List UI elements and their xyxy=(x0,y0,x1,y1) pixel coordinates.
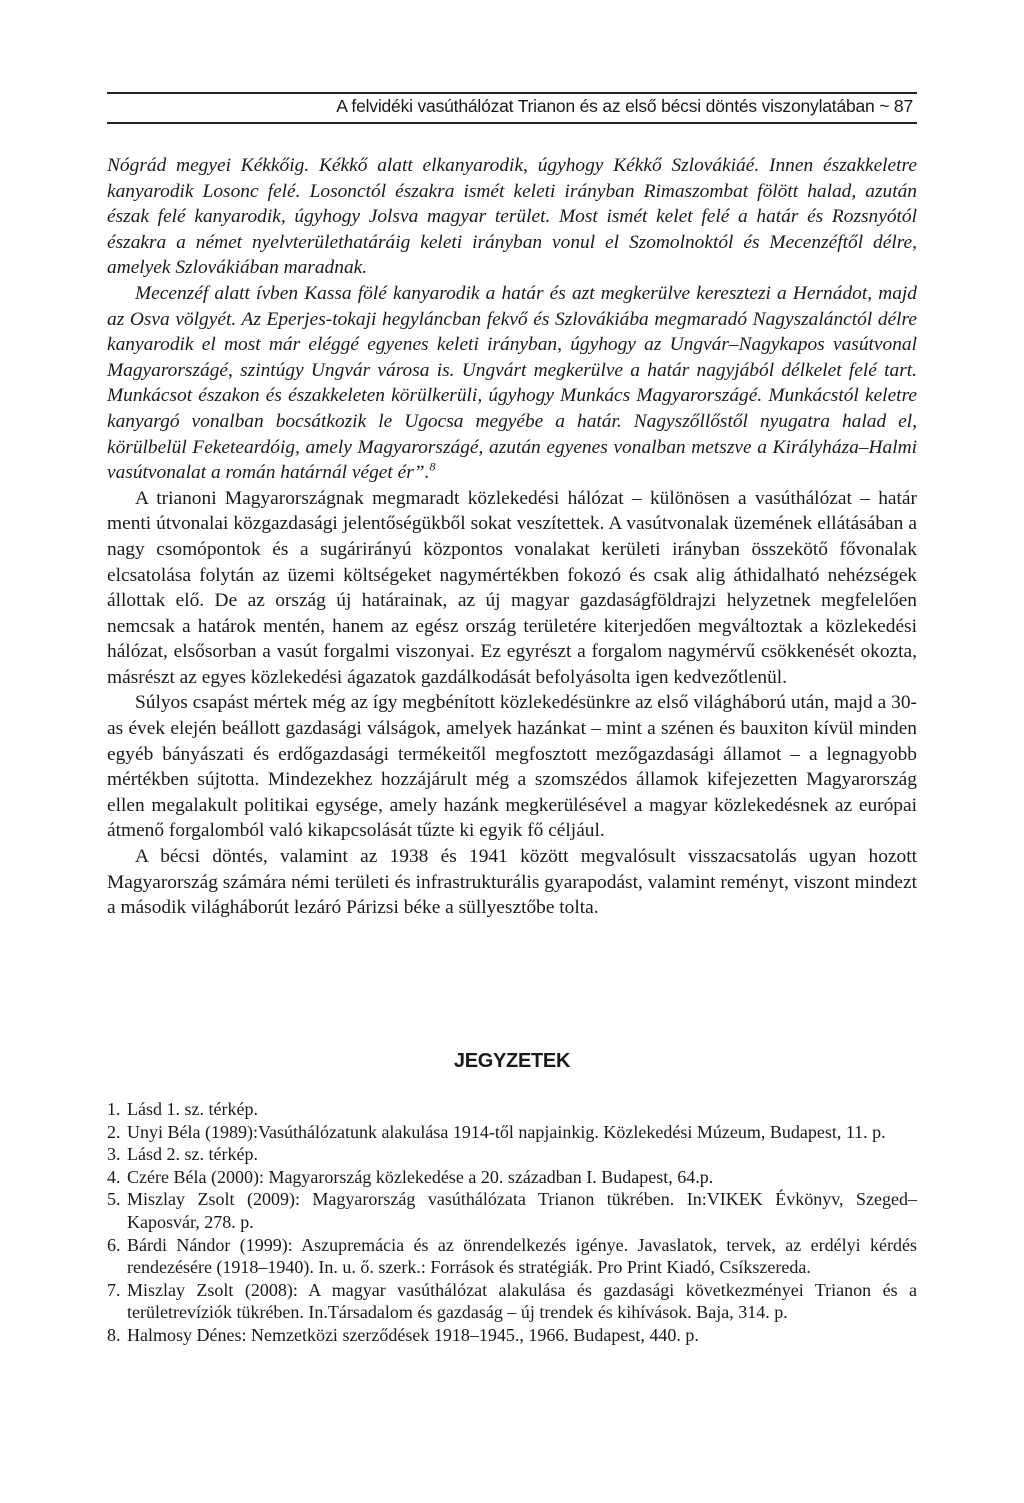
note-number: 5. xyxy=(107,1189,121,1210)
running-head-text: A felvidéki vasúthálózat Trianon és az első bécsi döntés viszonylatában ~ 87 xyxy=(336,96,913,116)
note-number: 2. xyxy=(107,1121,121,1142)
note-item xyxy=(107,1166,917,1189)
note-item xyxy=(107,1279,917,1324)
note-item xyxy=(107,1234,917,1279)
notes-heading: JEGYZETEK xyxy=(453,1050,571,1072)
running-head xyxy=(107,92,917,124)
note-item xyxy=(107,1098,917,1121)
footnote-ref: 8 xyxy=(429,459,436,474)
note-number: 8. xyxy=(107,1324,121,1345)
note-number: 4. xyxy=(107,1166,121,1187)
note-number: 1. xyxy=(107,1099,121,1119)
note-text: Czére Béla (2000): Magyarország közlekedése a 20. században I. Budapest, 64.p. xyxy=(127,1166,714,1187)
note-text: Halmosy Dénes: Nemzetközi szerződések 1918–1945., 1966. Budapest, 440. p. xyxy=(127,1324,699,1345)
note-item xyxy=(107,1143,917,1166)
note-text: Lásd 1. sz. térkép. xyxy=(127,1099,258,1119)
quote-paragraph xyxy=(107,281,917,486)
note-text: Miszlay Zsolt (2008): A magyar vasúthálózat alakulása és gazdasági következményei Trianon és a területrevíziók tükrében. In.Társadalom és gazdaság – új trendek és kihívások. Baja, 314. p. xyxy=(127,1279,917,1323)
note-item xyxy=(107,1121,917,1144)
note-number: 7. xyxy=(107,1279,121,1300)
body-paragraph: A bécsi döntés, valamint az 1938 és 1941 között megvalósult visszacsatolás ugyan hozott Magyarország számára némi területi és infrastrukturális gyarapodást, valamint reményt, viszont mindezt a második világháborút lezáró Párizsi béke a süllyesztőbe tolta. xyxy=(107,846,917,919)
quote-paragraph: Nógrád megyei Kékkőig. Kékkő alatt elkanyarodik, úgyhogy Kékkő Szlovákiáé. Innen északkeletre kanyarodik Losonc felé. Losonctól északra ismét keleti irányban Rimaszombat fölött halad, azután észak felé kanyarodik, úgyhogy Jolsva magyar terület. Most ismét kelet felé a határ és Rozsnyótól északra a német nyelvterülethatáráig keleti irányban vonul el Szomolnoktól és Mecenzéftől délre, amelyek Szlovákiában maradnak. xyxy=(107,155,917,279)
note-item xyxy=(107,1188,917,1233)
note-text: Lásd 2. sz. térkép. xyxy=(127,1144,258,1165)
note-item xyxy=(107,1324,917,1347)
note-number: 6. xyxy=(107,1234,121,1255)
note-text: Unyi Béla (1989):Vasúthálózatunk alakulása 1914-től napjainkig. Közlekedési Múzeum, Budapest, 11. p. xyxy=(127,1121,886,1142)
notes-list xyxy=(107,1098,917,1347)
body-paragraph: A trianoni Magyarországnak megmaradt közlekedési hálózat – különösen a vasúthálózat – határ menti útvonalai közgazdasági jelentőségükből sokat veszítettek. A vasútvonalak üzemének ellátásában a nagy csomópontok és a sugárirányú központos vonalakat kerületi irányban összekötő fővonalak elcsatolása folytán az üzemi költségeket nagymértékben fokozó és csak alig áthidalható nehézségek állottak elő. De az ország új határainak, az új magyar gazdaságföldrajzi helyzetnek megfelelően nemcsak a határok mentén, hanem az egész ország területére kiterjedően megváltoztak a közlekedési hálózat, elsősorban a vasút forgalmi viszonyai. Ez egyrészt a forgalom nagymérvű csökkenését okozta, másrészt az egyes közlekedési ágazatok gazdálkodását befolyásolta igen kedvezőtlenül. xyxy=(107,487,917,688)
quote-paragraph-text: Mecenzéf alatt ívben Kassa fölé kanyarodik a határ és azt megkerülve keresztezi a Hernádot, majd az Osva völgyét. Az Eperjes-tokaji hegyláncban fekvő és Szlovákiába megmaradó Nagyszalánctól délre kanyarodik el most már eléggé egyenes keleti irányban, úgyhogy az Ungvár–Nagykapos vasútvonal Magyarországé, szintúgy Ungvár városa is. Ungvárt megkerülve a határ nagyjából délkelet felé tart. Munkácsot északon és északkeleten körülkerüli, úgyhogy Munkács Magyarországé. Munkácstól keletre kanyargó vonalban bocsátkozik le Ugocsa megyébe a határ. Nagyszőllőstől nyugatra halad el, körülbelül Feketeardóig, amely Magyarországé, azután egyenes vonalban metszve a Királyháza–Halmi vasútvonalat a román határnál véget ér”. xyxy=(107,282,917,484)
body-paragraph: Súlyos csapást mértek még az így megbénított közlekedésünkre az első világháború után, majd a 30-as évek elején beállott gazdasági válságok, amelyek hazánkat – mint a szénen és bauxiton kívül minden egyéb bányászati és erdőgazdasági termékeitől megfosztott mezőgazdasági államot – a legnagyobb mértékben sújtotta. Mindezekhez hozzájárult még a szomszédos államok kifejezetten Magyarország ellen megalakult politikai egysége, amely hazánk megkerülésével a magyar közlekedésnek az európai átmenő forgalomból való kikapcsolását tűzte ki egyik fő céljául. xyxy=(107,692,917,842)
body-text xyxy=(107,153,917,921)
note-text: Miszlay Zsolt (2009): Magyarország vasúthálózata Trianon tükrében. In:VIKEK Évkönyv, Szeged–Kaposvár, 278. p. xyxy=(127,1189,917,1232)
note-number: 3. xyxy=(107,1144,121,1165)
note-text: Bárdi Nándor (1999): Aszupremácia és az önrendelkezés igénye. Javaslatok, tervek, az erdélyi kérdés rendezésére (1918–1940). In. u. ő. szerk.: Források és stratégiák. Pro Print Kiadó, Csíkszereda. xyxy=(127,1234,917,1278)
